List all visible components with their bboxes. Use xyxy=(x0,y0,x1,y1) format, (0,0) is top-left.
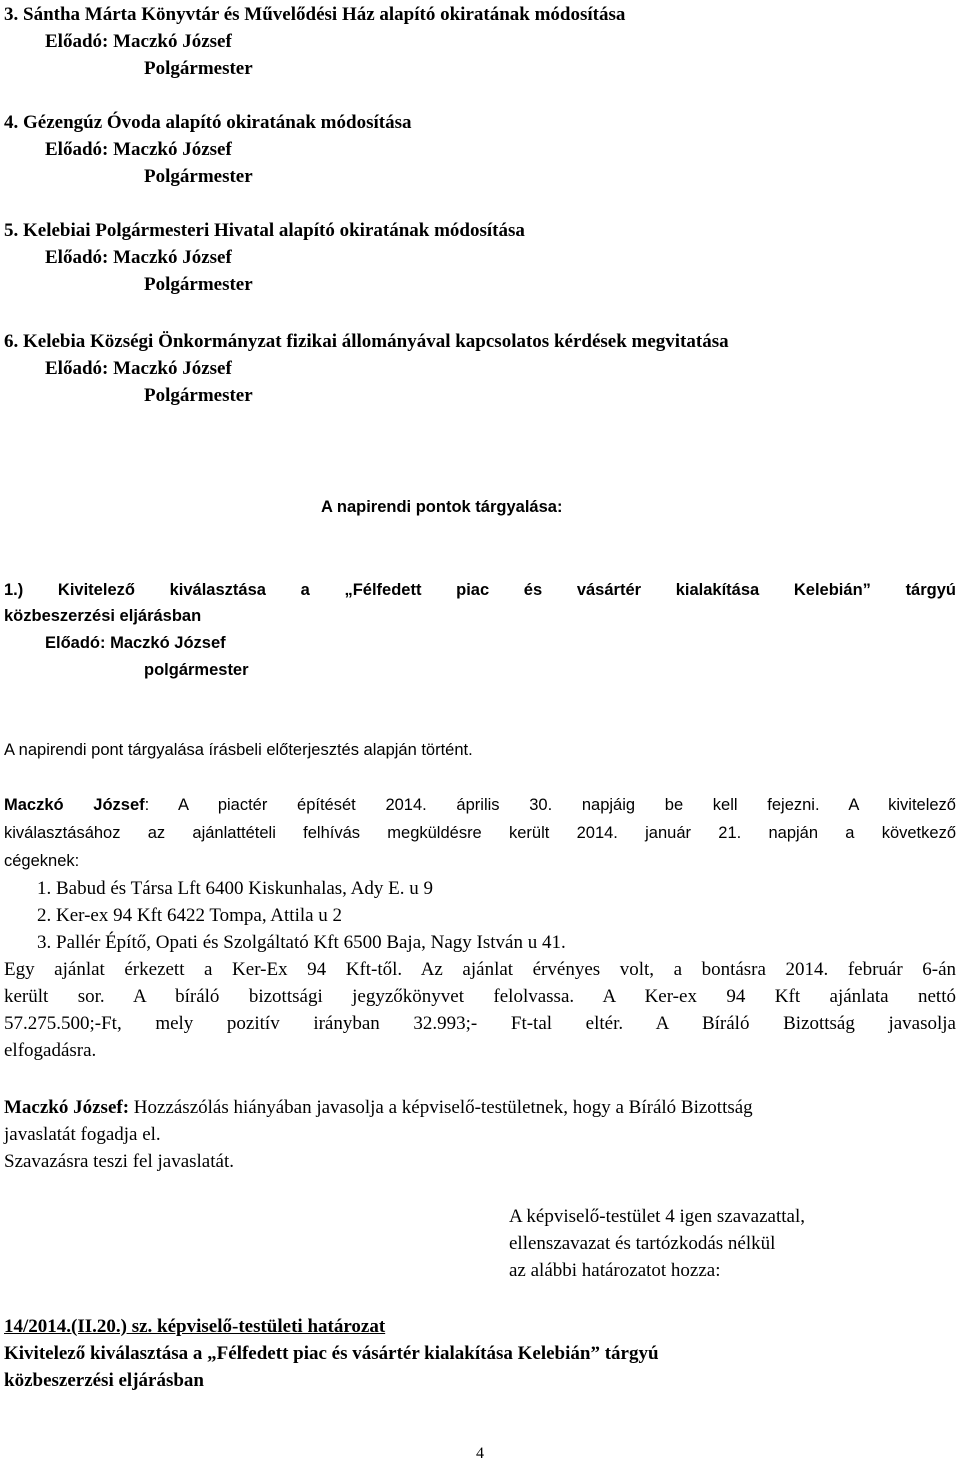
agenda-item-5-presenter: Előadó: Maczkó József xyxy=(45,247,232,268)
speech2-speaker: Maczkó József: xyxy=(4,1097,130,1118)
speech2-line2: javaslatát fogadja el. xyxy=(4,1124,161,1145)
offer-line2: került sor. A bíráló bizottsági jegyzőkönyvet felolvassa. A Ker-ex 94 Kft ajánlata nettó xyxy=(4,986,956,1007)
agenda-item-5-role: Polgármester xyxy=(144,274,253,295)
offer-line3: 57.275.500;-Ft, mely pozitív irányban 32.993;- Ft-tal eltér. A Bíráló Bizottság javasolja xyxy=(4,1013,956,1034)
item1-role: polgármester xyxy=(144,661,249,679)
item1-presenter: Előadó: Maczkó József xyxy=(45,634,226,652)
speech1-line3: cégeknek: xyxy=(4,852,80,870)
speech1-speaker: Maczkó József xyxy=(4,796,145,814)
company-item: 1. Babud és Társa Lft 6400 Kiskunhalas, Ady E. u 9 xyxy=(37,878,433,899)
agenda-item-6-title: 6. Kelebia Községi Önkormányzat fizikai állományával kapcsolatos kérdések megvitatása xyxy=(4,331,729,352)
offer-line4: elfogadásra. xyxy=(4,1040,97,1061)
agenda-item-4-role: Polgármester xyxy=(144,166,253,187)
speech1-line1-text: : A piactér építését 2014. április 30. napjáig be kell fejezni. A kivitelező xyxy=(144,796,956,814)
agenda-item-3-title: 3. Sántha Márta Könyvtár és Művelődési Ház alapító okiratának módosítása xyxy=(4,4,626,25)
agenda-item-4-presenter: Előadó: Maczkó József xyxy=(45,139,232,160)
agenda-item-4-title: 4. Gézengúz Óvoda alapító okiratának módosítása xyxy=(4,112,412,133)
vote-line3: az alábbi határozatot hozza: xyxy=(509,1260,721,1281)
vote-line2: ellenszavazat és tartózkodás nélkül xyxy=(509,1233,776,1254)
speech2-line1-text: Hozzászólás hiányában javasolja a képviselő-testületnek, hogy a Bíráló Bizottság xyxy=(129,1097,753,1118)
speech2-line3: Szavazásra teszi fel javaslatát. xyxy=(4,1151,234,1172)
page-number: 4 xyxy=(476,1445,484,1462)
item1-title-line2: közbeszerzési eljárásban xyxy=(4,607,202,625)
agenda-item-5-title: 5. Kelebiai Polgármesteri Hivatal alapító okiratának módosítása xyxy=(4,220,525,241)
offer-line1: Egy ajánlat érkezett a Ker-Ex 94 Kft-től. Az ajánlat érvényes volt, a bontásra 2014. február 6-án xyxy=(4,959,956,980)
speech1-line1 xyxy=(4,792,956,818)
vote-line1: A képviselő-testület 4 igen szavazattal, xyxy=(509,1206,805,1227)
section-heading: A napirendi pontok tárgyalása: xyxy=(321,498,563,516)
resolution-number: 14/2014.(II.20.) sz. képviselő-testületi határozat xyxy=(4,1316,386,1337)
agenda-item-6-role: Polgármester xyxy=(144,385,253,406)
agenda-item-3-role: Polgármester xyxy=(144,58,253,79)
company-item: 2. Ker-ex 94 Kft 6422 Tompa, Attila u 2 xyxy=(37,905,343,926)
speech2-line1 xyxy=(4,1095,753,1121)
resolution-title-line1: Kivitelező kiválasztása a „Félfedett piac és vásártér kialakítása Kelebián” tárgyú xyxy=(4,1343,659,1364)
agenda-item-6-presenter: Előadó: Maczkó József xyxy=(45,358,232,379)
resolution-title-line2: közbeszerzési eljárásban xyxy=(4,1370,204,1391)
speech1-line2: kiválasztásához az ajánlattételi felhívás megküldésre került 2014. január 21. napján a következő xyxy=(4,824,956,842)
company-item: 3. Pallér Építő, Opati és Szolgáltató Kft 6500 Baja, Nagy István u 41. xyxy=(37,932,566,953)
agenda-item-3-presenter: Előadó: Maczkó József xyxy=(45,31,232,52)
written-note: A napirendi pont tárgyalása írásbeli előterjesztés alapján történt. xyxy=(4,741,473,759)
item1-title-line1: 1.) Kivitelező kiválasztása a „Félfedett piac és vásártér kialakítása Kelebián” tárgyú xyxy=(4,581,956,599)
